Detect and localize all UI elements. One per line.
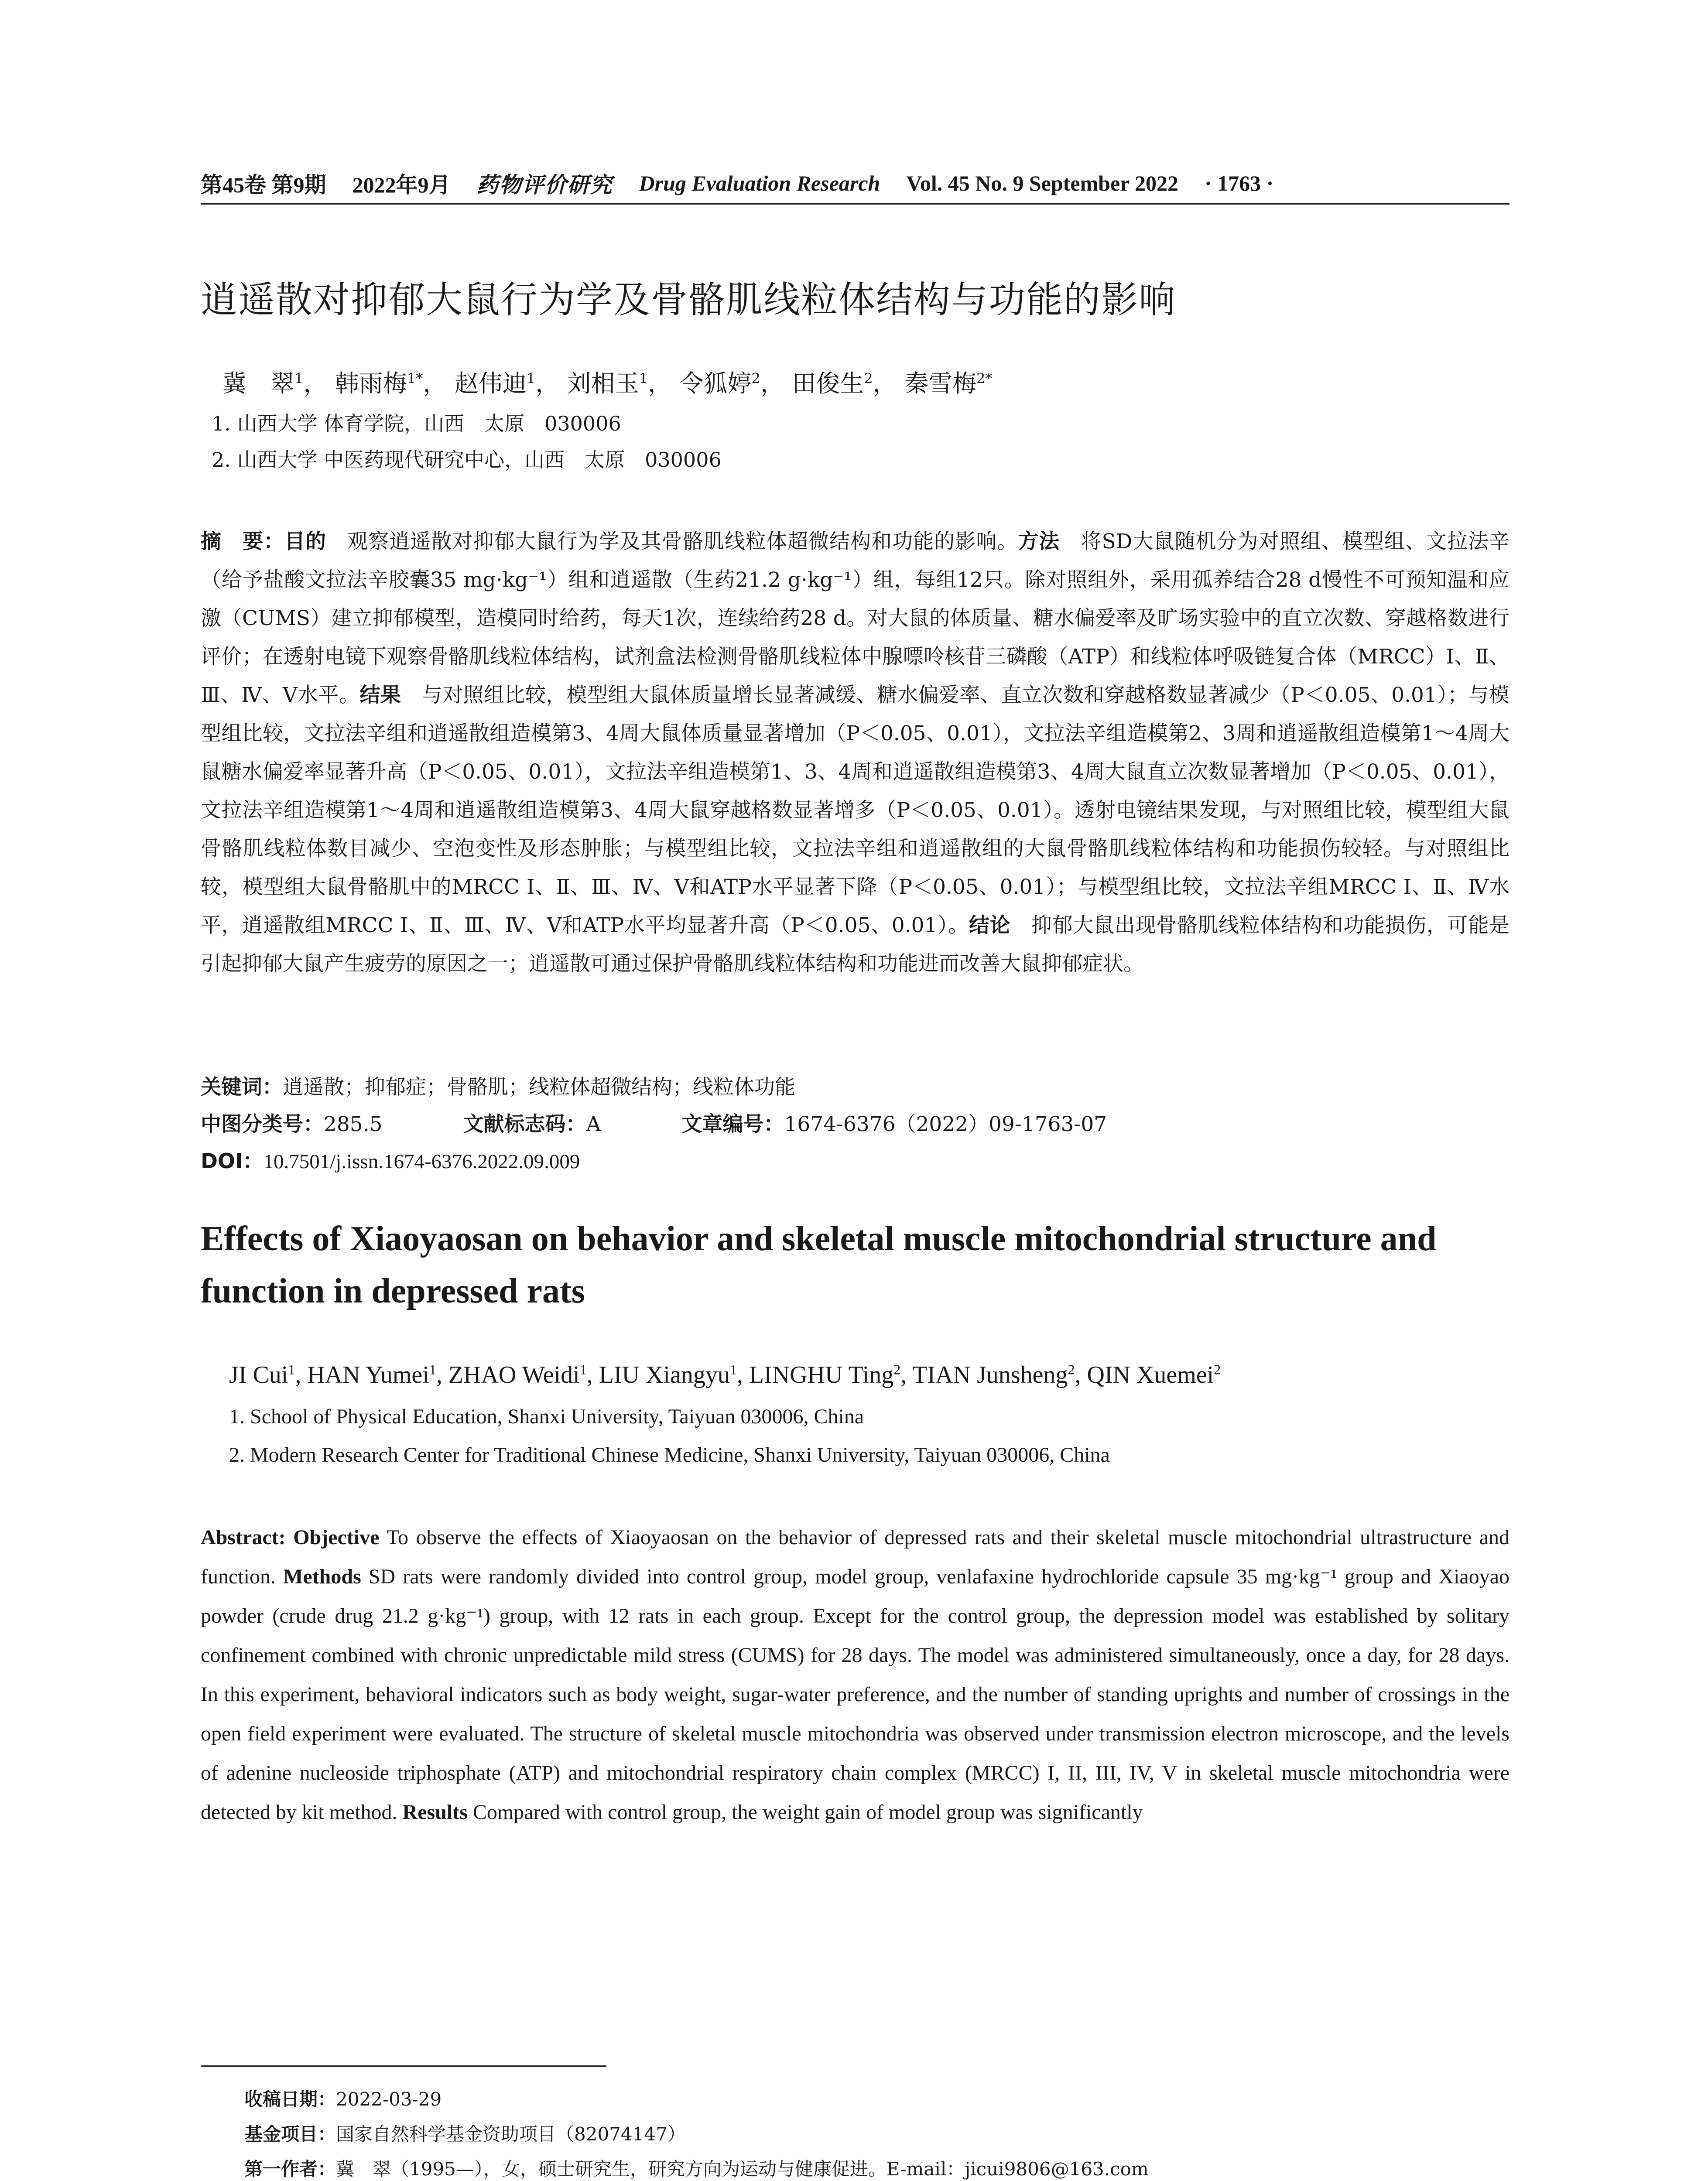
author-cn: 赵伟迪$^1$ [454, 369, 536, 397]
abstract-en-label: Abstract: [201, 1526, 286, 1549]
title-cn: 逍遥散对抑郁大鼠行为学及骨骼肌线粒体结构与功能的影响 [201, 278, 1177, 321]
objective-cn-label: 目的 [284, 530, 327, 554]
methods-cn: 将SD大鼠随机分为对照组、模型组、文拉法辛（给予盐酸文拉法辛胶囊35 mg·kg⁻¹）组和逍遥散（生药21.2 g·kg⁻¹）组，每组12只。除对照组外，采用孤养结合28 d慢性不可预知温和应激（CUMS）建立抑郁模型，造模同时给药，每天1次，连续给药28 d。对大鼠的体质量、糖水偏爱率及旷场实验中的直立次数、穿越格数进行评价；在透射电镜下观察骨骼肌线粒体结构，试剂盒法检测骨骼肌线粒体中腺嘌呤核苷三磷酸（ATP）和线粒体呼吸链复合体（MRCC）Ⅰ、Ⅱ、Ⅲ、Ⅳ、Ⅴ水平。 [201, 530, 1510, 707]
author-cn: 秦雪梅$^{2*}$ [904, 369, 993, 397]
classification-line: 中图分类号：285.5 文献标志码：A 文章编号：1674-6376（2022）09-1763-07 [201, 1112, 1107, 1136]
authors-cn: 冀 翠$^1$， 韩雨梅$^{1*}$， 赵伟迪$^1$， 刘相玉$^1$， 令狐婷$^2$， 田俊生$^2$， 秦雪梅$^{2*}$ [222, 369, 993, 397]
author-en: LIU Xiangyu$^1$ [599, 1361, 737, 1388]
results-en: Compared with control group, the weight gain of model group was significantly [472, 1801, 1143, 1824]
affiliation-cn-1: 1. 山西大学 体育学院，山西 太原 030006 [212, 412, 621, 435]
abstract-cn [201, 523, 1509, 983]
author-cn: 冀 翠$^1$ [222, 369, 304, 397]
author-en: HAN Yumei$^1$ [307, 1361, 436, 1388]
running-header [201, 168, 1509, 198]
doi-value: 10.7501/j.issn.1674-6376.2022.09.009 [263, 1150, 580, 1173]
footnote-first-author: 第一作者：冀 翠（1995—），女，硕士研究生，研究方向为运动与健康促进。E-mail：jicui9806@163.com [244, 2158, 1149, 2180]
methods-en: SD rats were randomly divided into control group, model group, venlafaxine hydrochloride capsule 35 mg·kg⁻¹ group and Xiaoyao powder (crude drug 21.2 g·kg⁻¹) group, with 12 rats in each group. Except for the control group, the depression model was established by solitary confinement combined with chronic unpredictable mild stress (CUMS) for 28 days. The model was administered simultaneously, once a day, for 28 days. In this experiment, behavioral indicators such as body weight, sugar-water preference, and the number of standing uprights and number of crossings in the open field experiment were evaluated. The structure of skeletal muscle mitochondria was observed under transmission electron microscope, and the levels of adenine nucleoside triphosphate (ATP) and mitochondrial respiratory chain complex (MRCC) I, II, III, IV, V in skeletal muscle mitochondria were detected by kit method. [201, 1565, 1510, 1824]
objective-en-label: Objective [293, 1526, 380, 1549]
author-en: QIN Xuemei$^2$ [1087, 1361, 1221, 1388]
volume-issue-cn: 第45卷 第9期 [201, 173, 326, 197]
author-cn: 田俊生$^2$ [792, 369, 873, 397]
results-cn-label: 结果 [359, 683, 401, 707]
results-cn: 与对照组比较，模型组大鼠体质量增长显著减缓、糖水偏爱率、直立次数和穿越格数显著减少（P＜0.05、0.01）；与模型组比较，文拉法辛组和逍遥散组造模第3、4周大鼠体质量显著增加（P＜0.05、0.01），文拉法辛组造模第2、3周和逍遥散组造模第1～4周大鼠糖水偏爱率显著升高（P＜0.05、0.01），文拉法辛组造模第1、3、4周和逍遥散组造模第3、4周大鼠直立次数显著增加（P＜0.05、0.01），文拉法辛组造模第1～4周和逍遥散组造模第3、4周大鼠穿越格数显著增多（P＜0.05、0.01）。透射电镜结果发现，与对照组比较，模型组大鼠骨骼肌线粒体数目减少、空泡变性及形态肿胀；与模型组比较，文拉法辛组和逍遥散组的大鼠骨骼肌线粒体结构和功能损伤较轻。与对照组比较，模型组大鼠骨骼肌中的MRCC Ⅰ、Ⅱ、Ⅲ、Ⅳ、Ⅴ和ATP水平显著下降（P＜0.05、0.01）；与模型组比较，文拉法辛组MRCC Ⅰ、Ⅱ、Ⅳ水平，逍遥散组MRCC Ⅰ、Ⅱ、Ⅲ、Ⅳ、Ⅴ和ATP水平均显著升高（P＜0.05、0.01）。 [201, 683, 1510, 937]
document-code: A [586, 1112, 601, 1136]
conclusion-cn-label: 结论 [969, 913, 1011, 937]
journal-name-en: Drug Evaluation Research [639, 171, 880, 195]
affiliation-en-1: 1. School of Physical Education, Shanxi University, Taiyuan 030006, China [229, 1405, 864, 1428]
results-en-label: Results [402, 1801, 468, 1824]
objective-en: To observe the effects of Xiaoyaosan on the behavior of depressed rats and their skeletal muscle mitochondrial ultrastructure and function. [201, 1526, 1510, 1588]
footnote-fund: 基金项目：国家自然科学基金资助项目（82074147） [244, 2123, 686, 2145]
article-number: 1674-6376（2022）09-1763-07 [784, 1112, 1107, 1136]
header-rule [201, 203, 1509, 205]
objective-cn: 观察逍遥散对抑郁大鼠行为学及其骨骼肌线粒体超微结构和功能的影响。 [347, 530, 1018, 554]
methods-en-label: Methods [283, 1565, 361, 1588]
journal-logo: 药物评价研究 [476, 172, 613, 198]
footnote-rule [201, 2065, 606, 2067]
author-cn: 韩雨梅$^{1*}$ [335, 369, 423, 397]
keywords-cn: 关键词：逍遥散；抑郁症；骨骼肌；线粒体超微结构；线粒体功能 [201, 1075, 795, 1099]
authors-en: JI Cui$^1$, HAN Yumei$^1$, ZHAO Weidi$^1$, LIU Xiangyu$^1$, LINGHU Ting$^2$, TIAN Junsheng$^2$, QIN Xuemei$^2$ [229, 1361, 1221, 1388]
affiliation-en-2: 2. Modern Research Center for Traditional Chinese Medicine, Shanxi University, Taiyuan 030006, China [229, 1443, 1110, 1467]
author-cn: 令狐婷$^2$ [679, 369, 760, 397]
author-en: JI Cui$^1$ [229, 1361, 295, 1388]
author-en: ZHAO Weidi$^1$ [448, 1361, 587, 1388]
title-en: Effects of Xiaoyaosan on behavior and skeletal muscle mitochondrial structure and function in depressed rats [201, 1220, 1437, 1310]
date-cn: 2022年9月 [352, 173, 451, 197]
footnote-received: 收稿日期：2022-03-29 [244, 2089, 442, 2110]
methods-cn-label: 方法 [1018, 530, 1060, 554]
author-cn: 刘相玉$^1$ [567, 369, 648, 397]
abstract-cn-label: 摘 要： [201, 530, 285, 554]
author-en: LINGHU Ting$^2$ [749, 1361, 901, 1388]
abstract-en [201, 1518, 1509, 1832]
conclusion-cn: 抑郁大鼠出现骨骼肌线粒体结构和功能损伤，可能是引起抑郁大鼠产生疲劳的原因之一；逍遥散可通过保护骨骼肌线粒体结构和功能进而改善大鼠抑郁症状。 [201, 913, 1510, 976]
page-number: · 1763 · [1204, 171, 1274, 195]
doi-line: DOI：10.7501/j.issn.1674-6376.2022.09.009 [201, 1149, 580, 1173]
volume-issue-en: Vol. 45 No. 9 September 2022 [906, 171, 1178, 195]
author-en: TIAN Junsheng$^2$ [912, 1361, 1075, 1388]
clc-number: 285.5 [324, 1112, 383, 1136]
affiliation-cn-2: 2. 山西大学 中医药现代研究中心，山西 太原 030006 [212, 448, 722, 472]
